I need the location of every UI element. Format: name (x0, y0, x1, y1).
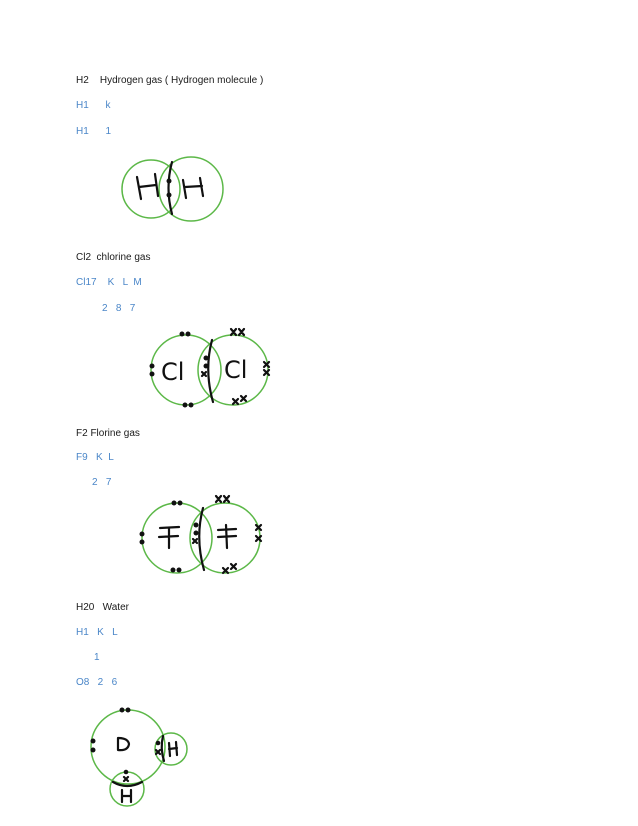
hydrogen-count-row: H1 1 (76, 126, 112, 137)
fluorine-atom-orbit-right (190, 503, 260, 573)
hydrogen-symbol-right (183, 178, 203, 198)
water-molecule-diagram (80, 700, 210, 815)
shared-pair-bracket (169, 162, 173, 214)
fluorine-symbol-left (159, 527, 179, 548)
chlorine-symbol-left: Cl (161, 358, 185, 386)
hydrogen-molecule-diagram (110, 150, 240, 230)
fluorine-count-row: 2 7 (92, 477, 112, 488)
water-heading: H20 Water (76, 602, 129, 613)
chlorine-count-row: 2 8 7 (102, 303, 136, 314)
chlorine-molecule-diagram (140, 322, 290, 417)
water-shell-row: H1 K L (76, 627, 118, 638)
hydrogen-symbol-right (169, 742, 177, 756)
hydrogen-symbol-left (137, 174, 158, 199)
water-count-row: 1 (94, 652, 100, 663)
fluorine-molecule-diagram (130, 492, 280, 587)
chlorine-heading: Cl2 chlorine gas (76, 252, 151, 263)
oxygen-symbol (118, 738, 129, 750)
shared-electron-1 (167, 179, 172, 184)
chlorine-shell-row: Cl17 K L M (76, 277, 142, 288)
chlorine-symbol-right: Cl (224, 356, 248, 384)
fluorine-heading: F2 Florine gas (76, 428, 140, 439)
shared-electron-2 (167, 193, 172, 198)
hydrogen-symbol-bottom (122, 790, 131, 802)
fluorine-shell-row: F9 K L (76, 452, 114, 463)
fluorine-symbol-right (218, 525, 236, 548)
hydrogen-shell-row: H1 k (76, 100, 111, 111)
water-oxygen-row: O8 2 6 (76, 677, 118, 688)
hydrogen-heading: H2 Hydrogen gas ( Hydrogen molecule ) (76, 75, 264, 86)
